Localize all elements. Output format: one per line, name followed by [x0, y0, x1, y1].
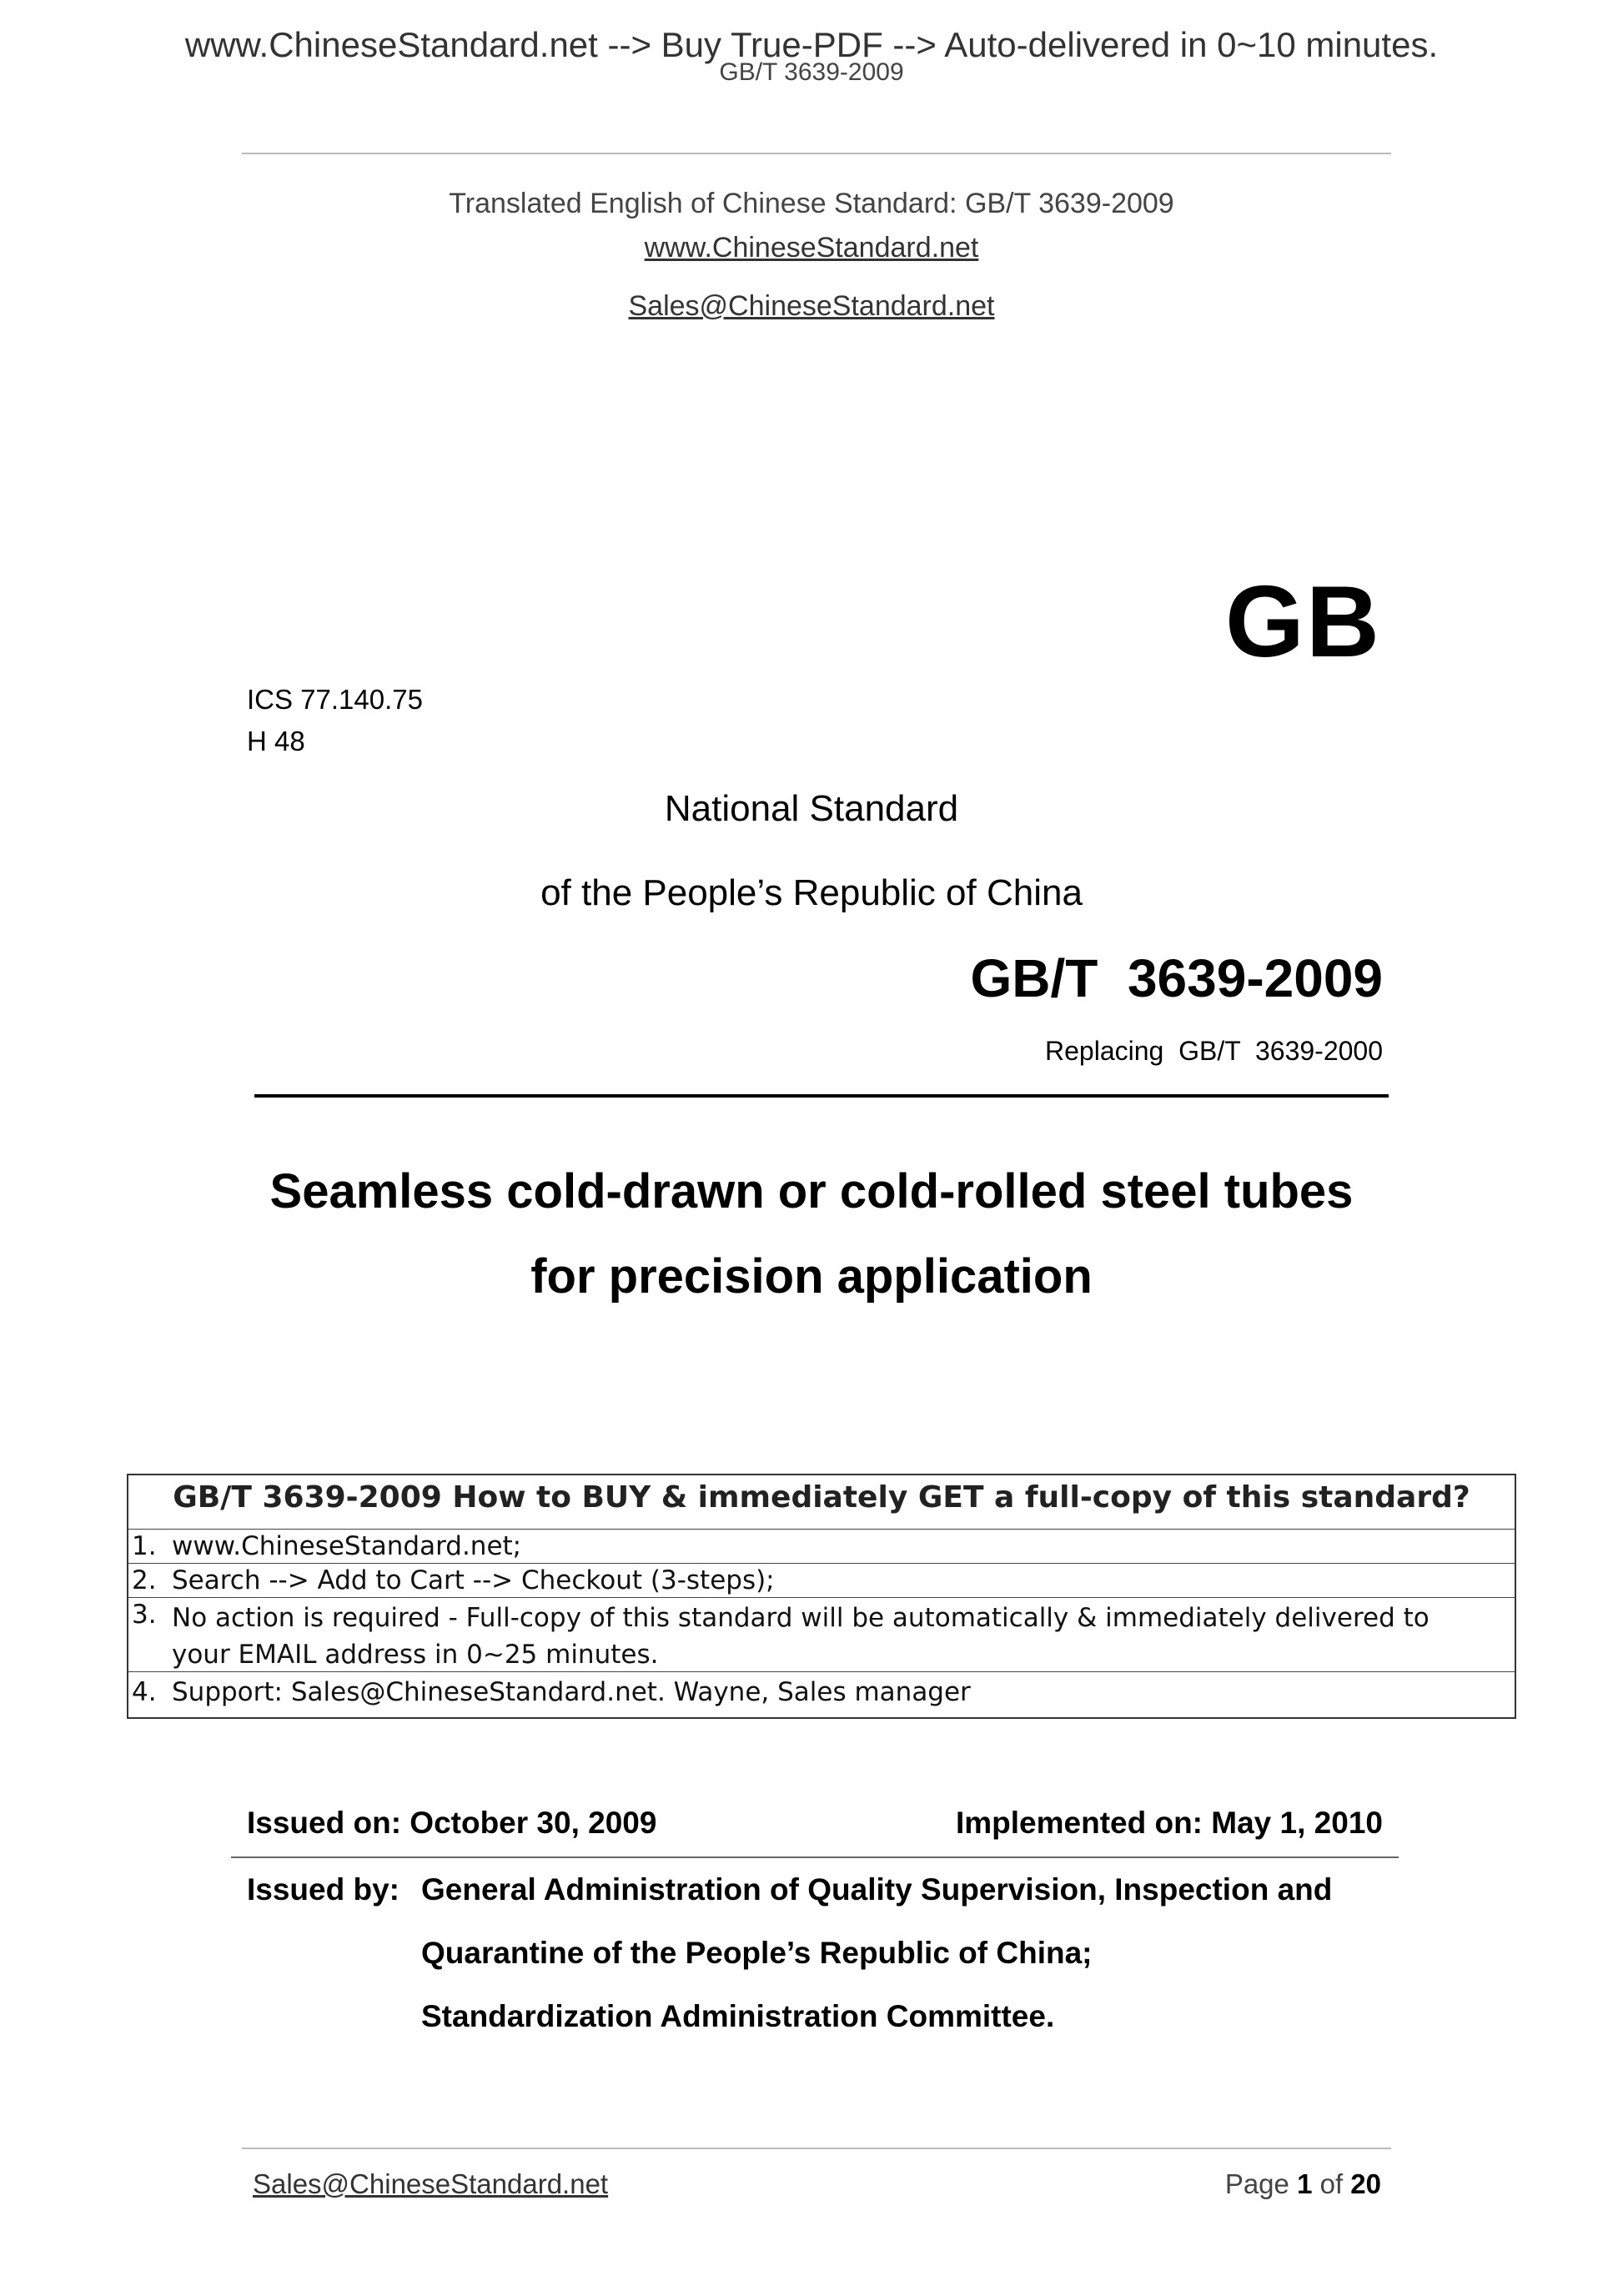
header-divider — [242, 153, 1391, 154]
email-link-wrap — [0, 290, 1623, 323]
step-number: 1. — [132, 1531, 157, 1561]
purchase-step — [128, 1597, 1515, 1671]
website-link-wrap — [0, 232, 1623, 264]
purchase-box-heading: GB/T 3639-2009 How to BUY & immediately GET a full-copy of this standard? — [173, 1480, 1470, 1515]
step-number: 4. — [132, 1677, 157, 1707]
page-prefix: Page — [1224, 2168, 1298, 2199]
step-text: No action is required - Full-copy of this standard will be automatically & immediately delivered to your EMAIL address in 0~25 minutes. — [172, 1603, 1430, 1670]
gb-logo: GB — [1225, 565, 1381, 678]
issue-divider — [231, 1856, 1399, 1858]
website-link[interactable]: www.ChineseStandard.net — [644, 232, 979, 264]
footer-email-link[interactable]: Sales@ChineseStandard.net — [253, 2168, 609, 2199]
issued-on-date: Issued on: October 30, 2009 — [247, 1806, 657, 1840]
title-divider — [254, 1094, 1389, 1098]
ccs-code: H 48 — [247, 726, 305, 756]
national-standard-label: National Standard — [664, 788, 959, 829]
purchase-info-box — [127, 1474, 1516, 1719]
page-middle: of — [1312, 2168, 1351, 2199]
promo-banner: www.ChineseStandard.net --> Buy True-PDF --> Auto-delivered in 0~10 minutes. — [184, 25, 1439, 64]
document-title-line1: Seamless cold-drawn or cold-rolled steel tubes — [269, 1164, 1354, 1218]
standard-number: GB/T 3639-2009 — [970, 948, 1383, 1008]
issuer-line: General Administration of Quality Supervision, Inspection and — [421, 1872, 1333, 1907]
step-text: Support: Sales@ChineseStandard.net. Wayne, Sales manager — [172, 1677, 971, 1707]
step-number: 2. — [132, 1565, 157, 1595]
sales-email-link[interactable]: Sales@ChineseStandard.net — [628, 290, 995, 322]
page-total: 20 — [1350, 2168, 1381, 2199]
replacing-note: Replacing GB/T 3639-2000 — [1045, 1036, 1383, 1066]
page-number — [1225, 2168, 1381, 2200]
document-title-line2: for precision application — [530, 1249, 1093, 1304]
purchase-step — [128, 1529, 1515, 1563]
translation-notice: Translated English of Chinese Standard: GB/T 3639-2009 — [449, 188, 1174, 219]
footer-divider — [242, 2148, 1391, 2149]
page-current: 1 — [1297, 2168, 1313, 2199]
purchase-step — [128, 1563, 1515, 1597]
country-label: of the People’s Republic of China — [540, 872, 1083, 913]
step-number: 3. — [132, 1600, 157, 1630]
running-header-code: GB/T 3639-2009 — [719, 58, 904, 86]
purchase-step — [128, 1671, 1515, 1719]
issuer-line: Quarantine of the People’s Republic of China; — [421, 1936, 1093, 1970]
issuer-line: Standardization Administration Committee. — [421, 1999, 1055, 2033]
issued-by-label: Issued by: — [247, 1872, 399, 1907]
step-text: Search --> Add to Cart --> Checkout (3-steps); — [172, 1565, 775, 1595]
step-text[interactable]: www.ChineseStandard.net; — [172, 1531, 522, 1561]
ics-code: ICS 77.140.75 — [247, 684, 423, 715]
implemented-on-date: Implemented on: May 1, 2010 — [955, 1806, 1383, 1840]
